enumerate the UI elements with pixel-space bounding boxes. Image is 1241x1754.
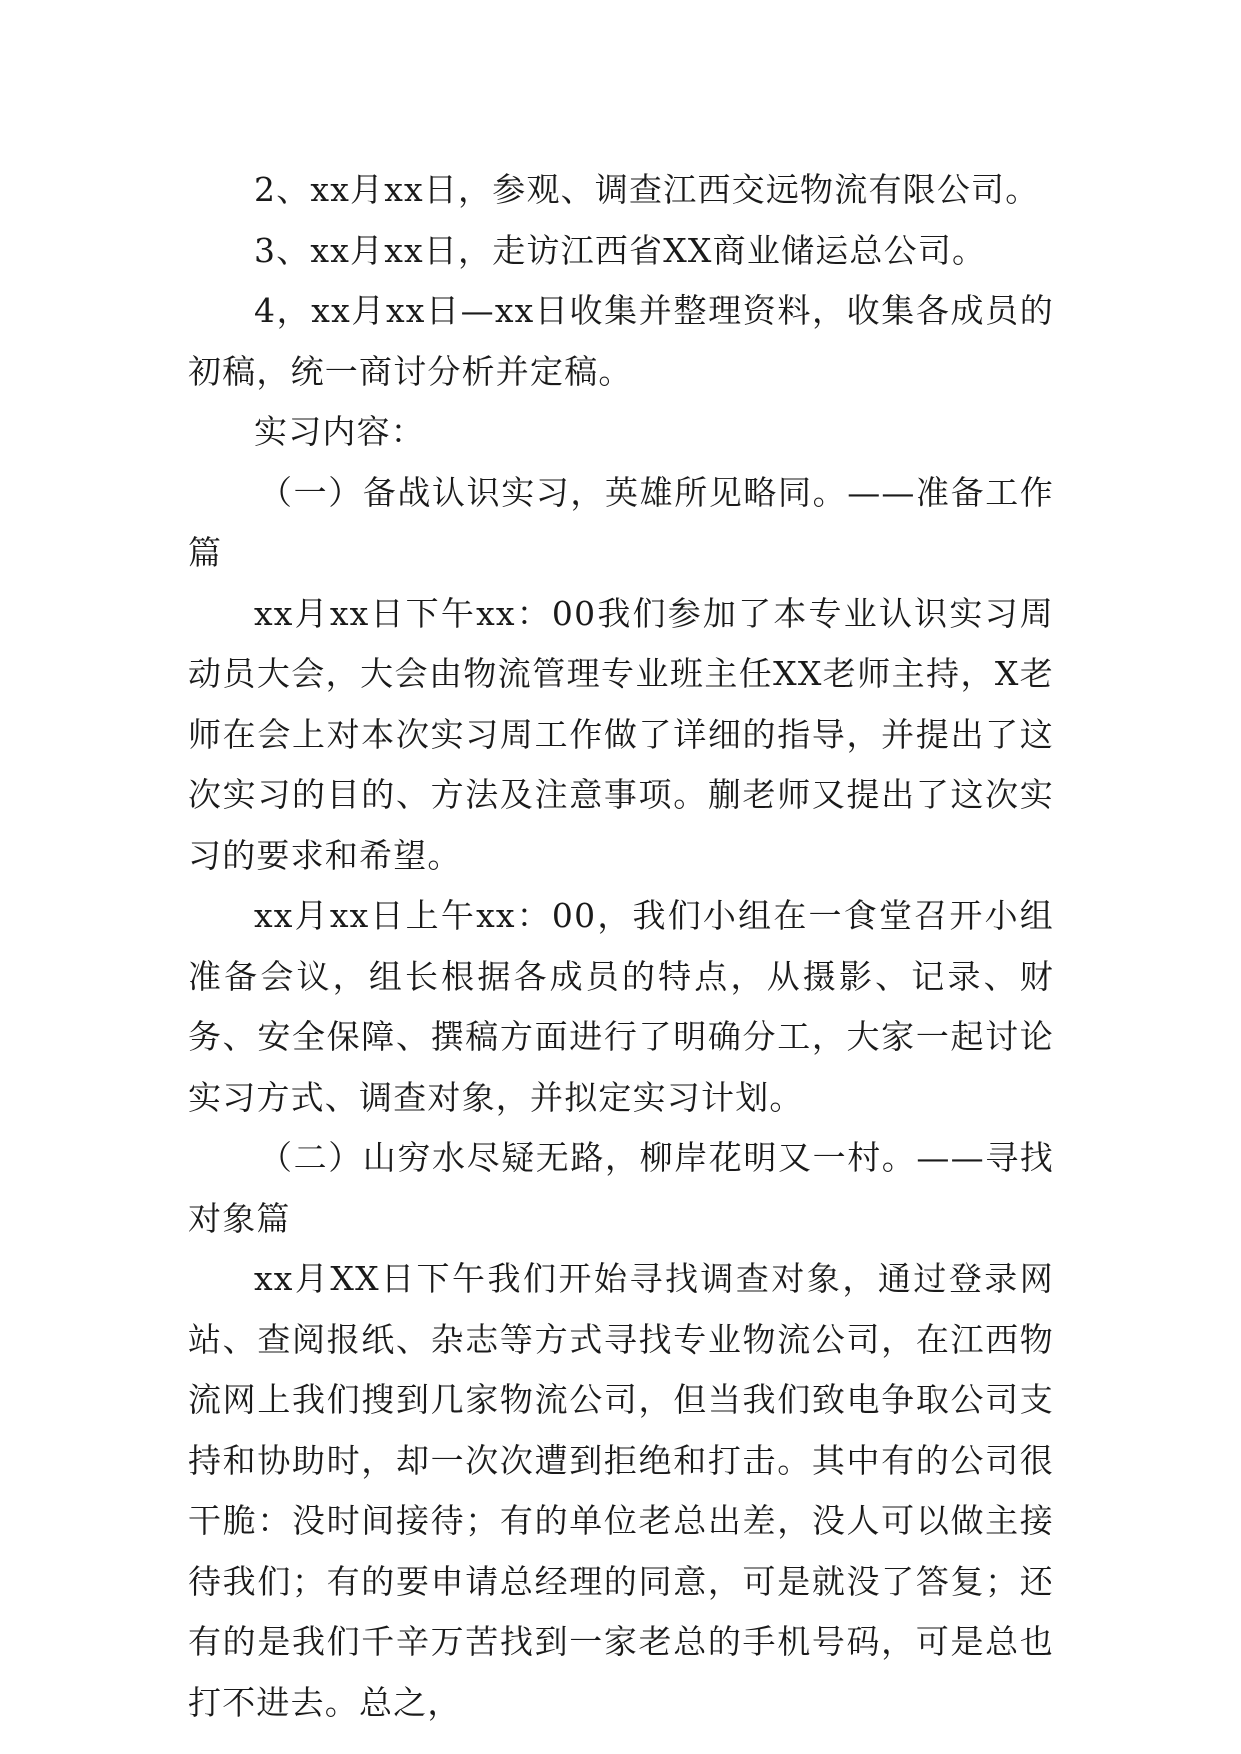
- section-label-internship-content: 实习内容：: [254, 412, 425, 451]
- paragraph-group-meeting: xx月xx日上午xx：00，我们小组在一食堂召开小组准备会议，组长根据各成员的特点，从摄影、记录、财务、安全保障、撰稿方面进行了明确分工，大家一起讨论实习方式、调查对象，并拟定实习计划。: [188, 896, 1054, 1117]
- section-heading-finding-target: （二）山穷水尽疑无路，柳岸花明又一村。——寻找对象篇: [188, 1138, 1054, 1238]
- section-heading-preparation: （一）备战认识实习，英雄所见略同。——准备工作篇: [188, 472, 1054, 572]
- paragraph-mobilization-meeting: xx月xx日下午xx：00我们参加了本专业认识实习周动员大会，大会由物流管理专业班主任XX老师主持，X老师在会上对本次实习周工作做了详细的指导，并提出了这次实习的目的、方法及注意事项。蒯老师又提出了这次实习的要求和希望。: [188, 593, 1054, 875]
- paragraph-item-4: 4，xx月xx日—xx日收集并整理资料，收集各成员的初稿，统一商讨分析并定稿。: [188, 291, 1054, 391]
- paragraph-item-2: 2、xx月xx日，参观、调查江西交远物流有限公司。: [254, 170, 1040, 209]
- paragraph-item-3: 3、xx月xx日，走访江西省XX商业储运总公司。: [254, 230, 987, 270]
- paragraph-searching-companies: xx月XX日下午我们开始寻找调查对象，通过登录网站、查阅报纸、杂志等方式寻找专业物流公司，在江西物流网上我们搜到几家物流公司，但当我们致电争取公司支持和协助时，却一次次遭到拒绝和打击。其中有的公司很干脆：没时间接待；有的单位老总出差，没人可以做主接待我们；有的要申请总经理的同意，可是就没了答复；还有的是我们千辛万苦找到一家老总的手机号码，可是总也打不进去。总之，: [188, 1259, 1054, 1722]
- document-page: [188, 160, 1054, 1733]
